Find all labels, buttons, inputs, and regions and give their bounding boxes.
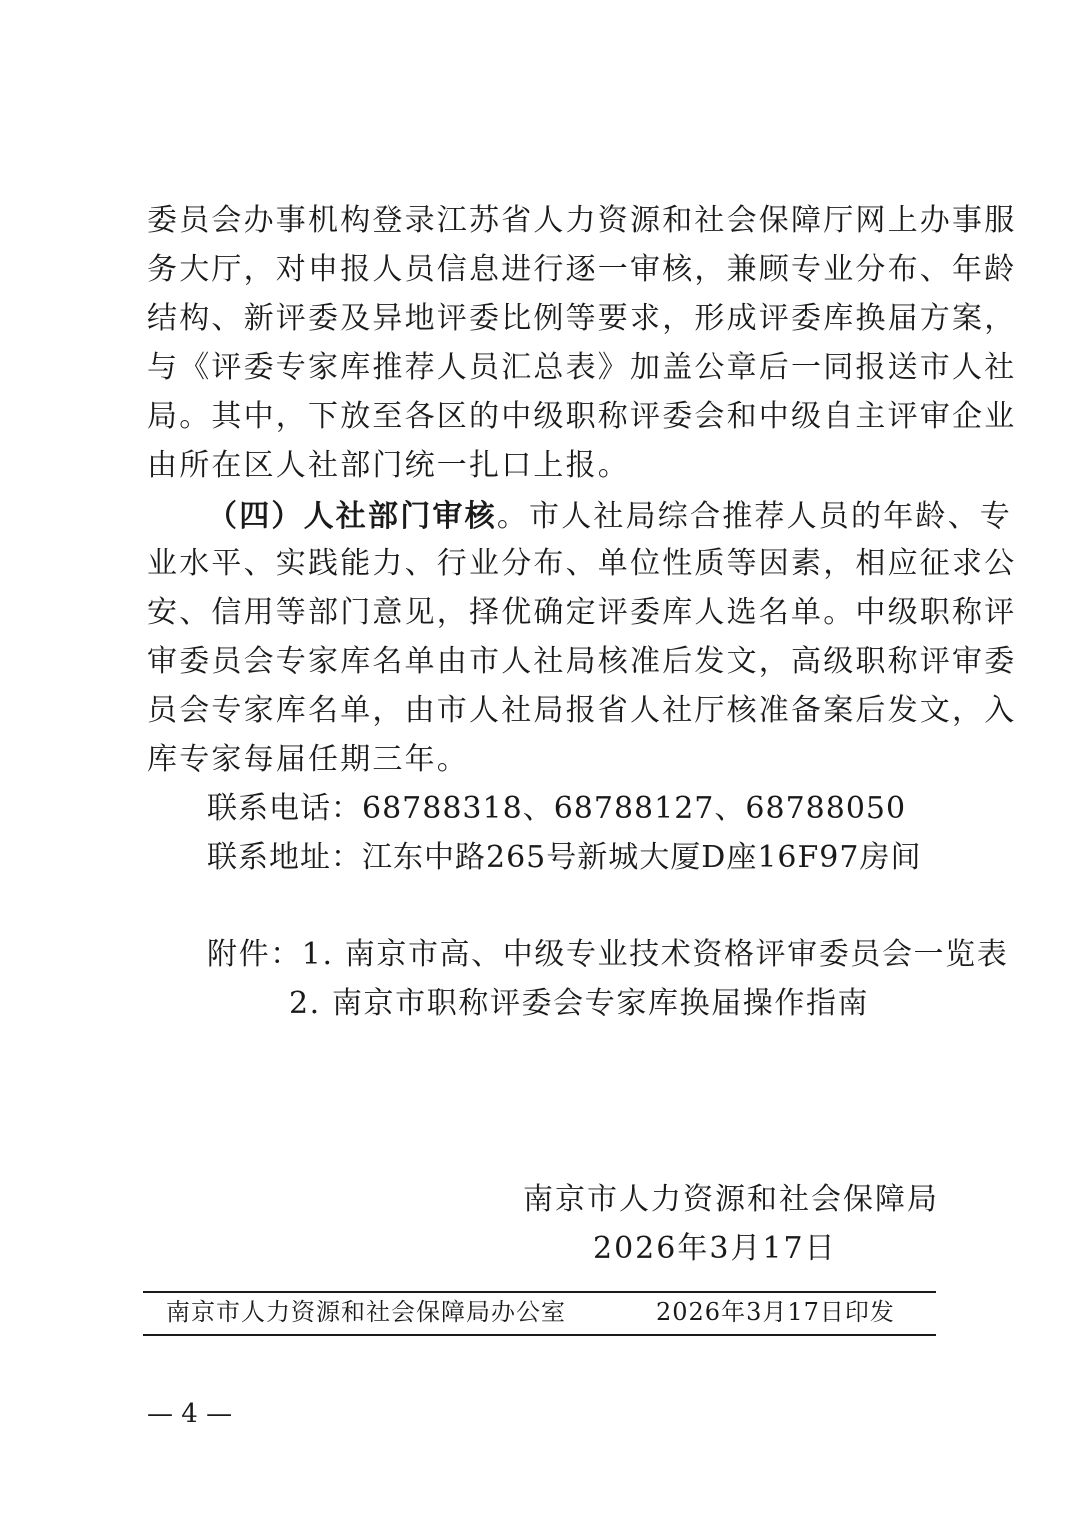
page-number: — 4 — — [147, 1399, 233, 1429]
footer-print-date: 2026年3月17日印发 — [656, 1298, 895, 1326]
section4-line-3: 安、信用等部门意见，择优确定评委库人选名单。中级职称评 — [147, 595, 1017, 630]
body-line-6: 由所在区人社部门统一扎口上报。 — [147, 448, 630, 483]
body-line-5: 局。其中，下放至各区的中级职称评委会和中级自主评审企业 — [147, 399, 1017, 434]
attachment-1: 附件：1. 南京市高、中级专业技术资格评审委员会一览表 — [207, 937, 1009, 972]
contact-phone: 联系电话：68788318、68788127、68788050 — [207, 791, 907, 826]
body-line-1: 委员会办事机构登录江苏省人力资源和社会保障厅网上办事服 — [147, 203, 1017, 238]
section4-heading: （四）人社部门审核 — [207, 499, 497, 534]
signature-org: 南京市人力资源和社会保障局 — [523, 1182, 939, 1217]
footer-bottom-rule — [143, 1334, 936, 1336]
body-line-4: 与《评委专家库推荐人员汇总表》加盖公章后一同报送市人社 — [147, 350, 1017, 385]
footer-top-rule — [143, 1291, 936, 1293]
section4-first-line — [207, 497, 1013, 537]
section4-first-text: 。市人社局综合推荐人员的年龄、专 — [496, 499, 1013, 534]
footer-issuer: 南京市人力资源和社会保障局办公室 — [166, 1298, 566, 1326]
attachment-2: 2. 南京市职称评委会专家库换届操作指南 — [289, 986, 870, 1021]
section4-line-2: 业水平、实践能力、行业分布、单位性质等因素，相应征求公 — [147, 546, 1017, 581]
signature-date: 2026年3月17日 — [593, 1231, 837, 1266]
contact-address: 联系地址：江东中路265号新城大厦D座16F97房间 — [207, 840, 922, 875]
body-line-3: 结构、新评委及异地评委比例等要求，形成评委库换届方案， — [147, 301, 1017, 336]
section4-line-5: 员会专家库名单，由市人社局报省人社厅核准备案后发文，入 — [147, 693, 1017, 728]
section4-line-6: 库专家每届任期三年。 — [147, 742, 469, 777]
body-line-2: 务大厅，对申报人员信息进行逐一审核，兼顾专业分布、年龄 — [147, 252, 1017, 287]
section4-line-4: 审委员会专家库名单由市人社局核准后发文，高级职称评审委 — [147, 644, 1017, 679]
